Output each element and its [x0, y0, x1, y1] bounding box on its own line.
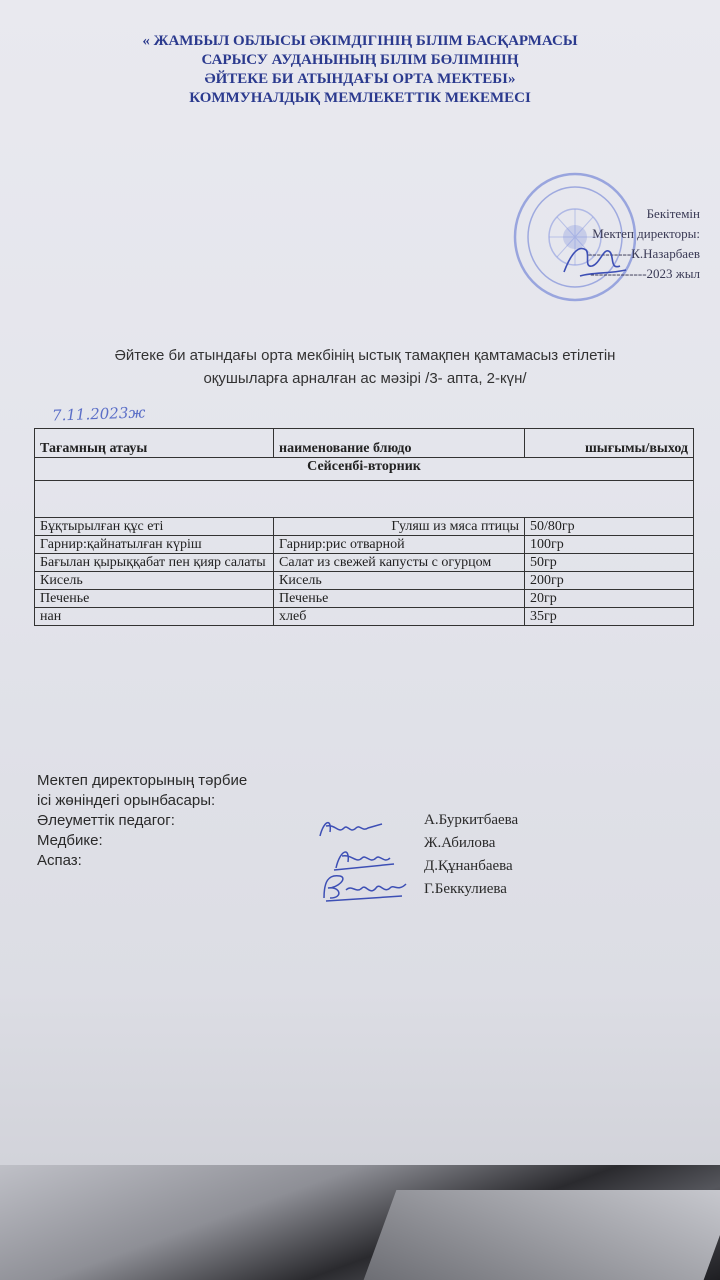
approval-line-4: -------------2023 жыл [590, 266, 700, 281]
table-row [35, 518, 694, 536]
signature-names [424, 809, 604, 901]
name-kunanbaeva: Д.Құнанбаева [424, 858, 513, 874]
handwritten-date: 7.11.2023ж [51, 403, 146, 425]
header-line-1: « ЖАМБЫЛ ОБЛЫСЫ ӘКІМДІГІНІҢ БІЛІМ БАСҚАРМАСЫ [142, 33, 578, 49]
table-row [35, 590, 694, 608]
cell-ru: Печенье [274, 590, 525, 608]
signature-bekkulieva-icon [318, 870, 410, 904]
header-output: шығымы/выход [525, 429, 694, 458]
header-line-2: САРЫСУ АУДАНЫНЫҢ БІЛІМ БӨЛІМІНІҢ [201, 52, 519, 68]
name-bekkulieva: Г.Беккулиева [424, 881, 507, 897]
cell-kz: Печенье [35, 590, 274, 608]
cell-output: 20гр [525, 590, 694, 608]
approval-line-1: Бекітемін [646, 206, 700, 221]
name-burkitbaeva: А.Буркитбаева [424, 812, 519, 828]
menu-table [34, 428, 694, 626]
cell-output: 100гр [525, 536, 694, 554]
role-nurse: Медбике: [37, 832, 103, 849]
approval-line-3: ----------К.Назарбаев [587, 246, 700, 261]
cell-ru: Гуляш из мяса птицы [274, 518, 525, 536]
cell-kz: Бұқтырылған құс еті [35, 518, 274, 536]
cell-output: 50гр [525, 554, 694, 572]
role-deputy-line-2: ісі жөніндегі орынбасары: [37, 792, 216, 809]
cell-output: 200гр [525, 572, 694, 590]
cell-kz: нан [35, 608, 274, 626]
director-signature-icon [560, 236, 630, 284]
cell-kz: Бағылан қырыққабат пен қияр салаты [35, 554, 274, 572]
table-blank-row [35, 481, 694, 518]
menu-title [40, 344, 690, 390]
title-line-2: оқушыларға арналған ас мәзірі /3- апта, 2-күн/ [203, 370, 527, 387]
table-day-row [35, 458, 694, 481]
title-line-1: Әйтеке би атындағы орта мекбінің ыстық тамақпен қамтамасыз етілетін [114, 347, 616, 364]
table-header-row [35, 429, 694, 458]
cell-ru: хлеб [274, 608, 525, 626]
header-line-3: ӘЙТЕКЕ БИ АТЫНДАҒЫ ОРТА МЕКТЕБІ» [204, 71, 516, 87]
cell-ru: Гарнир:рис отварной [274, 536, 525, 554]
table-row [35, 572, 694, 590]
role-social-pedagogue: Әлеуметтік педагог: [37, 812, 175, 829]
signature-abilova-icon [316, 814, 388, 844]
header-ru-name: наименование блюдо [274, 429, 525, 458]
school-header [0, 32, 720, 108]
cell-output: 35гр [525, 608, 694, 626]
header-line-4: КОММУНАЛДЫҚ МЕМЛЕКЕТТІК МЕКЕМЕСІ [189, 90, 531, 106]
role-cook: Аспаз: [37, 852, 82, 869]
role-deputy-line-1: Мектеп директорының тәрбие [37, 772, 248, 789]
header-kz-name: Тағамның атауы [35, 429, 274, 458]
signature-roles [37, 771, 297, 871]
cell-output: 50/80гр [525, 518, 694, 536]
background-floor-highlight [364, 1190, 720, 1280]
table-row [35, 536, 694, 554]
name-abilova: Ж.Абилова [424, 835, 496, 851]
approval-line-2: Мектеп директоры: [592, 226, 700, 241]
cell-kz: Гарнир:қайнатылған күріш [35, 536, 274, 554]
cell-ru: Кисель [274, 572, 525, 590]
cell-ru: Салат из свежей капусты с огурцом [274, 554, 525, 572]
cell-kz: Кисель [35, 572, 274, 590]
day-label: Сейсенбі-вторник [35, 458, 694, 481]
table-row [35, 554, 694, 572]
table-row [35, 608, 694, 626]
